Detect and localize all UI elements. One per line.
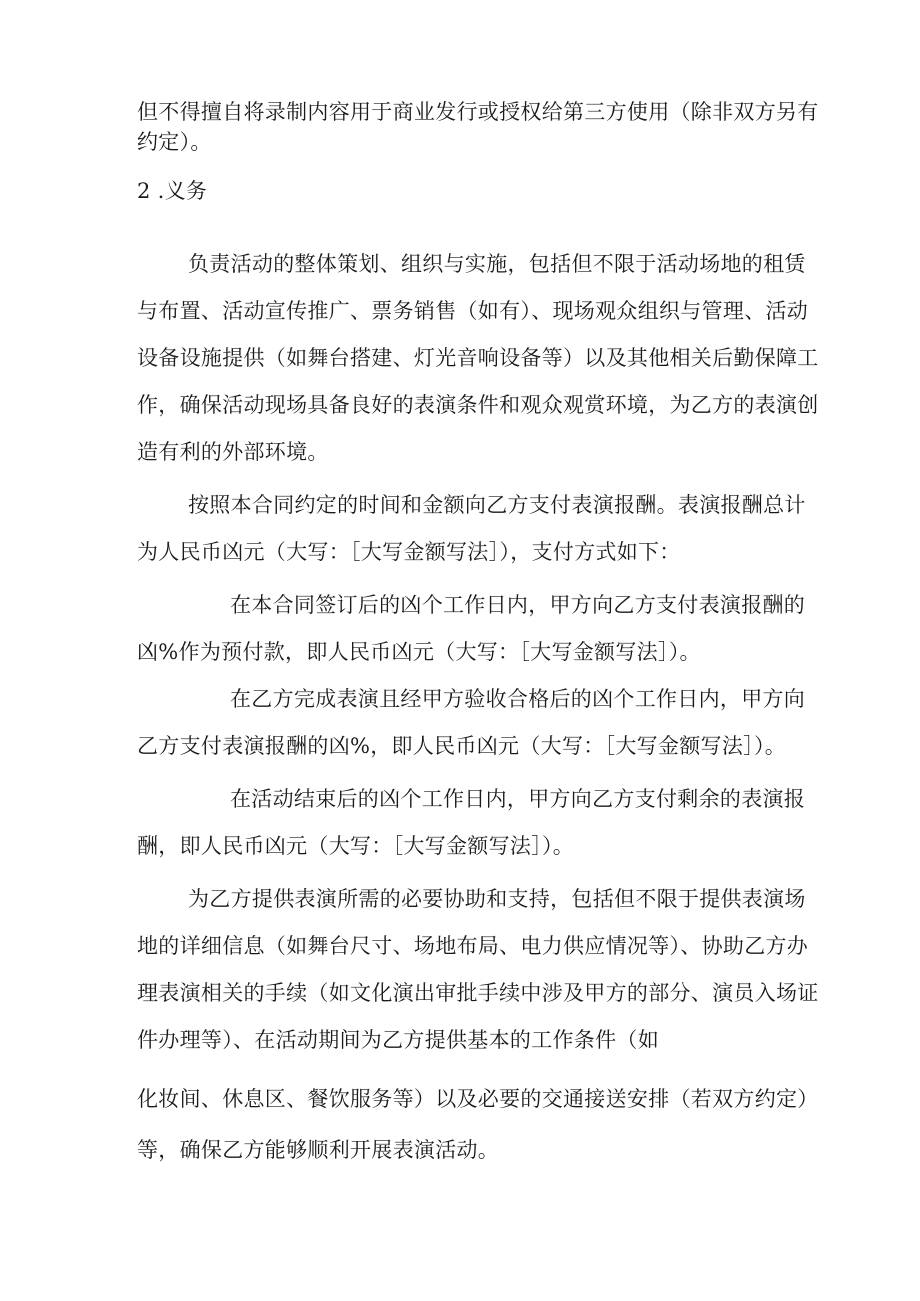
para3-line-5: 化妆间、休息区、餐饮服务等）以及必要的交通接送安排（若双方约定） bbox=[137, 1087, 819, 1111]
para3-line-1: 为乙方提供表演所需的必要协助和支持，包括但不限于提供表演场 bbox=[188, 887, 806, 911]
payment3-line-1: 在活动结束后的凶个工作日内，甲方向乙方支付剩余的表演报 bbox=[230, 787, 806, 811]
intro-line-1: 但不得擅自将录制内容用于商业发行或授权给第三方使用（除非双方另有 bbox=[137, 100, 819, 124]
intro-line-2: 约定）。 bbox=[137, 130, 212, 154]
para1-line-1: 负责活动的整体策划、组织与实施，包括但不限于活动场地的租赁 bbox=[188, 252, 806, 276]
payment1-line-1: 在本合同签订后的凶个工作日内，甲方向乙方支付表演报酬的 bbox=[230, 593, 806, 617]
section-heading: 2 .义务 bbox=[137, 179, 208, 203]
para3-line-2: 地的详细信息（如舞台尺寸、场地布局、电力供应情况等）、协助乙方办 bbox=[137, 934, 809, 958]
payment2-line-1: 在乙方完成表演且经甲方验收合格后的凶个工作日内，甲方向 bbox=[230, 687, 806, 711]
para3-line-4: 件办理等）、在活动期间为乙方提供基本的工作条件（如 bbox=[137, 1028, 659, 1052]
para2-line-2: 为人民币凶元（大写：［大写金额写法］），支付方式如下： bbox=[137, 540, 681, 564]
para1-line-4: 作，确保活动现场具备良好的表演条件和观众观赏环境，为乙方的表演创 bbox=[137, 393, 819, 417]
payment2-line-2: 乙方支付表演报酬的凶%，即人民币凶元（大写：［大写金额写法］）。 bbox=[137, 734, 787, 758]
para1-line-2: 与布置、活动宣传推广、票务销售（如有）、现场观众组织与管理、活动 bbox=[137, 299, 809, 323]
payment3-line-2: 酬，即人民币凶元（大写：［大写金额写法］）。 bbox=[137, 834, 575, 858]
para2-line-1: 按照本合同约定的时间和金额向乙方支付表演报酬。表演报酬总计 bbox=[188, 493, 806, 517]
para3-line-6: 等，确保乙方能够顺利开展表演活动。 bbox=[137, 1138, 500, 1162]
para1-line-5: 造有利的外部环境。 bbox=[137, 440, 329, 464]
para3-line-3: 理表演相关的手续（如文化演出审批手续中涉及甲方的部分、演员入场证 bbox=[137, 981, 819, 1005]
para1-line-3: 设备设施提供（如舞台搭建、灯光音响设备等）以及其他相关后勤保障工 bbox=[137, 346, 819, 370]
payment1-line-2: 凶%作为预付款，即人民币凶元（大写：［大写金额写法］）。 bbox=[137, 640, 701, 664]
